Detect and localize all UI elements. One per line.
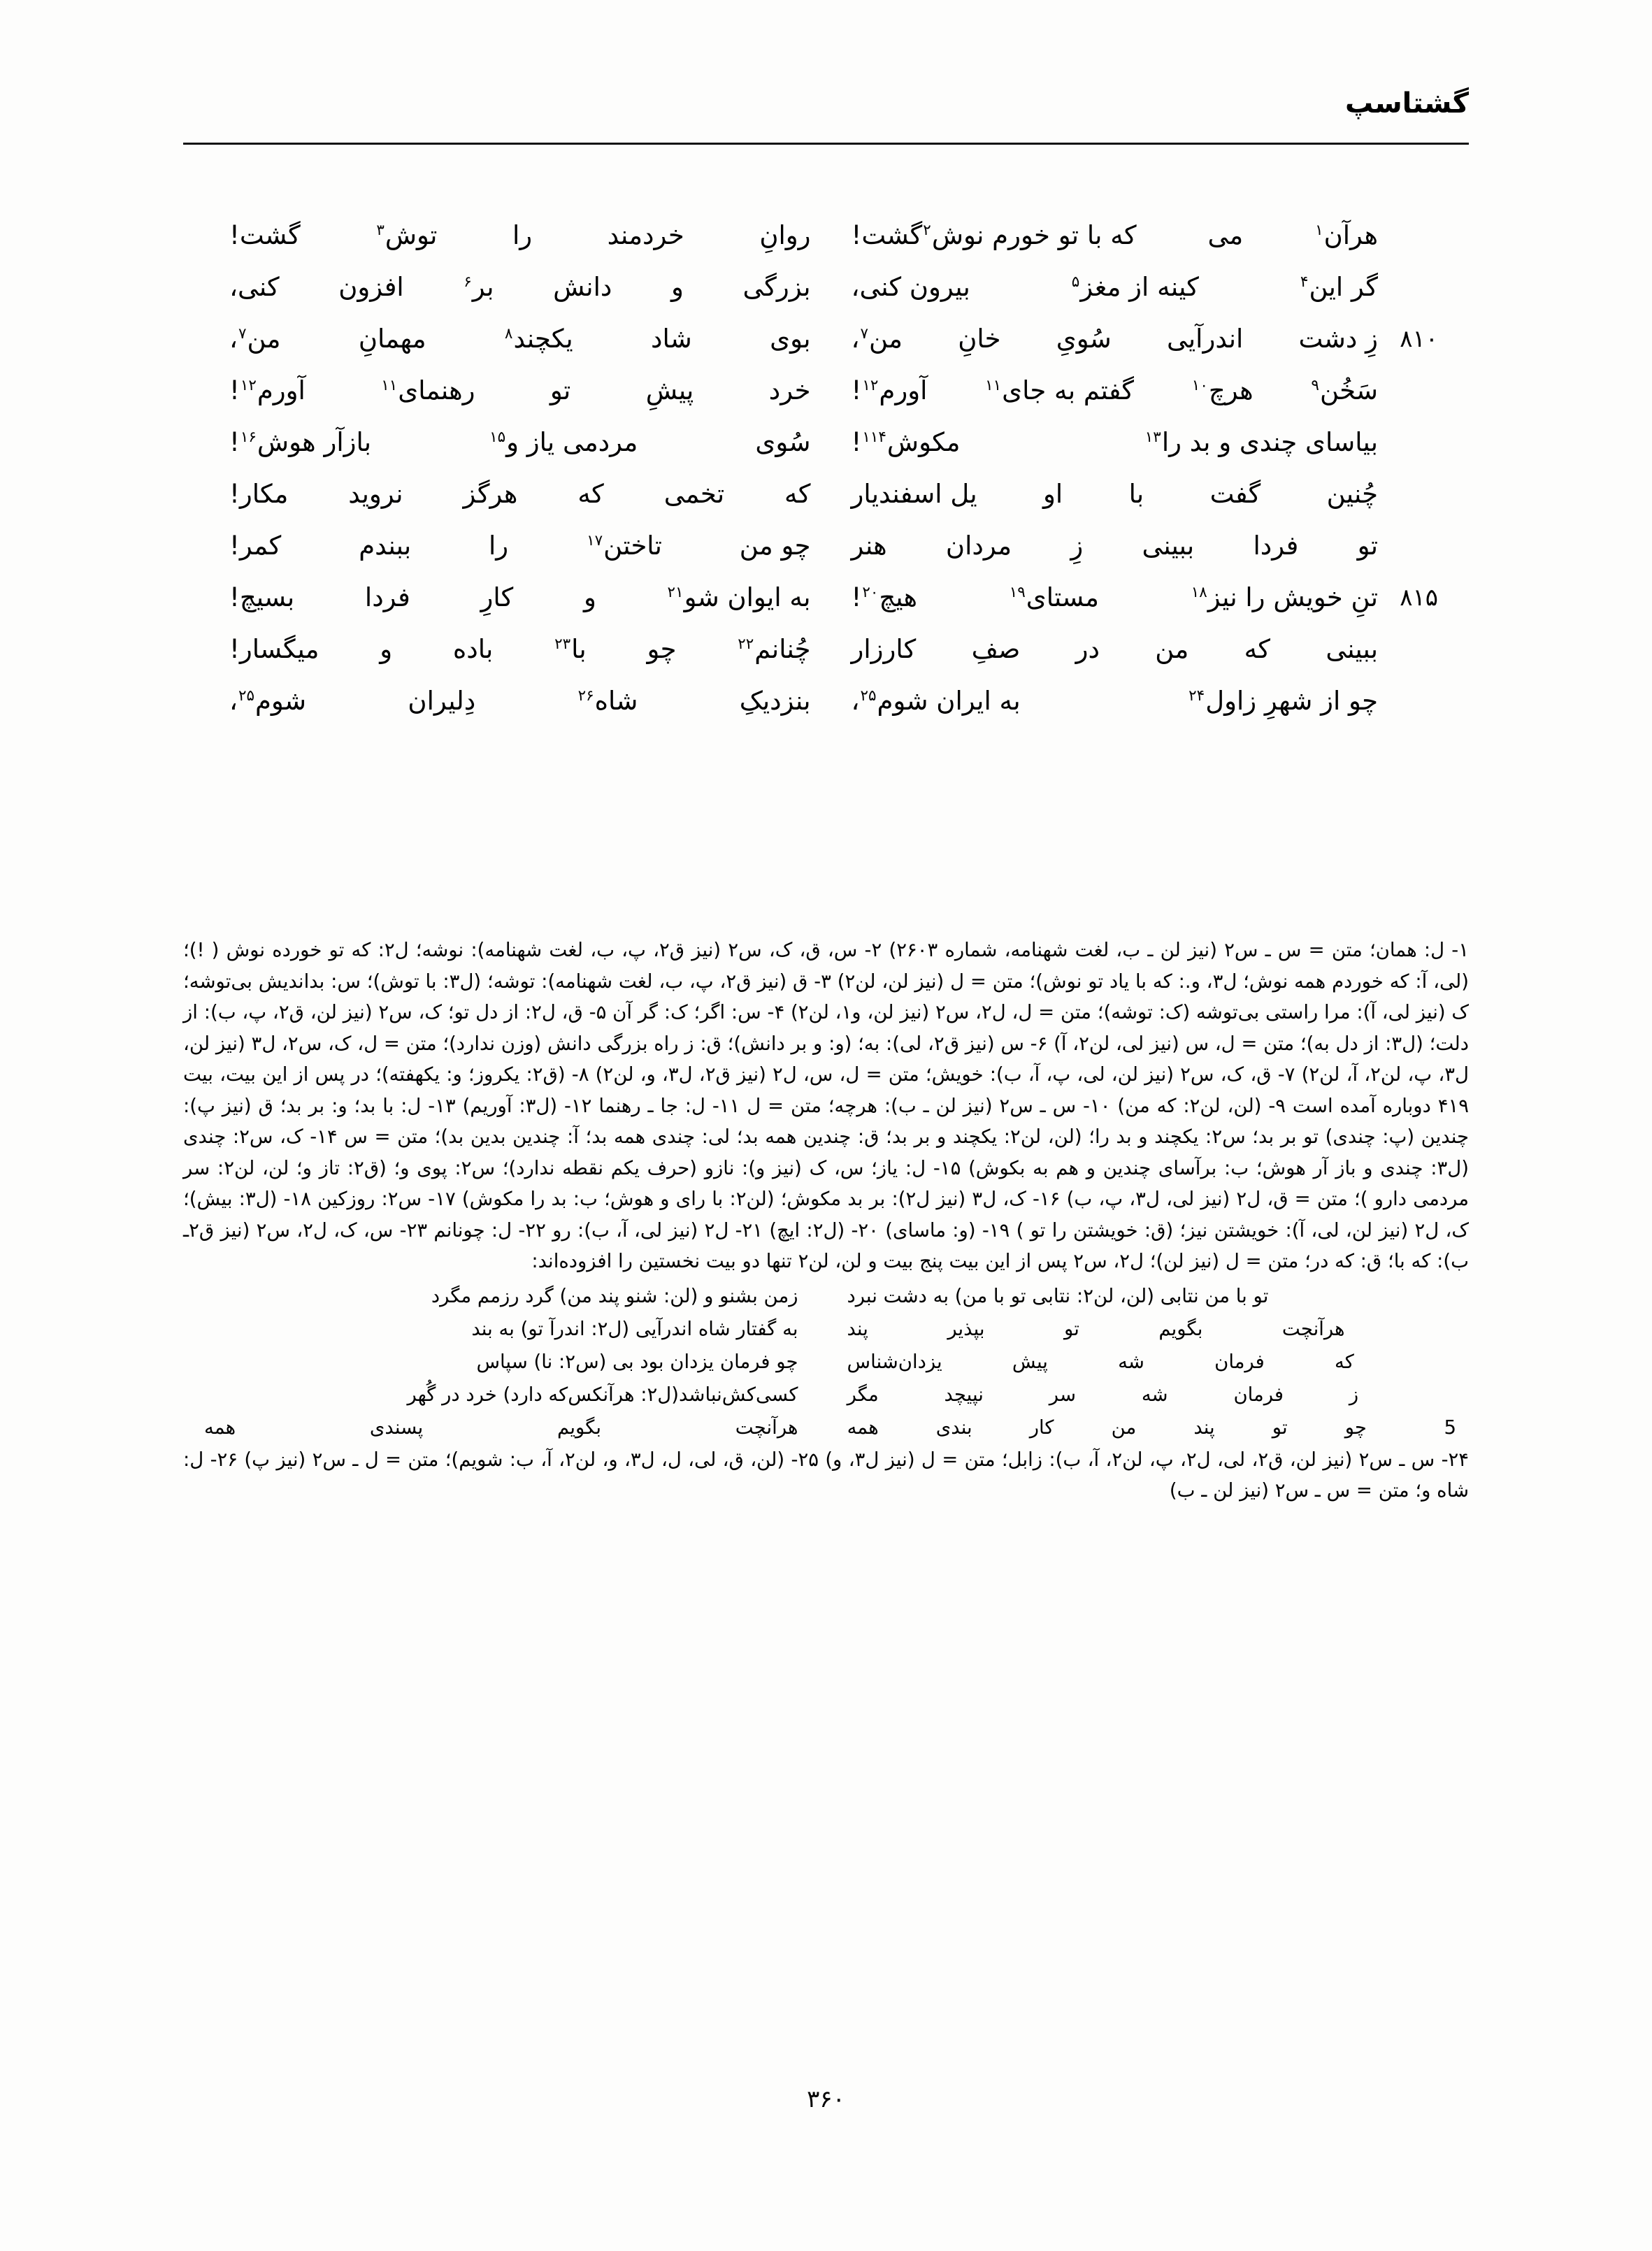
- apparatus-paragraph: ۱- ل: همان؛ متن = س ـ س۲ (نیز لن ـ ب، لغت شهنامه، شماره ۲۶۰۳) ۲- س، ق، ک، س۲ (نیز ق۲، پ، ب، لغت شهنامه): نوشه؛ ل۲: که تو خورده نوش ( !)؛ (لی، آ: که خوردم همه نوش؛ ل۳، و.: که با یاد تو نوش)؛ متن = ل (نیز لن، لن۲) ۳- ق (نیز ق۲، پ، ب، لغت شهنامه): توشه؛ (ل۳: با توش)؛ س: بداندیش بی‌توشه؛ک (نیز لی، آ): مرا راستی بی‌توشه (ک: توشه)؛ متن = ل، ل۲، س۲ (نیز لن، و۱، لن۲) ۴- س: اگر؛ ک: گر آن ۵- ق، ل۲: از دل تو؛ ک، س۲ (نیز لن، ق۲، پ، ب): از دلت؛ (ل۳: از دل به)؛ متن = ل، س (نیز لی، لن۲، آ) ۶- س (نیز ق۲، لی): به؛ (و: و بر دانش)؛ ق: ز راه بزرگی دانش (وزن ندارد)؛ متن = ل، ک، س۲، ل۳ (نیز لن، ل۳، پ، لن۲، آ، لن۲) ۷- ق، ک، س۲ (نیز لن، لی، پ، آ، ب): خویش؛ متن = ل، س، ل۲ (نیز ق۲، ل۳، و، لن۲) ۸- (ق۲: یکروز؛ و: یکهفته)؛ در پس از این بیت، بیت ۴۱۹ دوباره آمده است ۹- (لن، لن۲: که من) ۱۰- س ـ س۲ (نیز لن ـ ب): هرچه؛ متن = ل ۱۱- ل: جا ـ رهنما ۱۲- (ل۳: آوریم) ۱۳- ل: با بد؛ و: بر بد؛ ق (نیز پ): چندین (پ: چندی) تو بر بد؛ س۲: یکچند و بد را؛ (لن، لن۲: یکچند و بر بد؛ ق: چندین همه بد؛ لی: چندی همه بد؛ آ: چندین بدین بد)؛ متن = س ۱۴- ک، س۲: چندی (ل۳: چندی و باز آر هوش؛ ب: برآسای چندین و هم به بکوش) ۱۵- ل: یاز؛ س، ک (نیز و): نازو (حرف یکم نقطه ندارد)؛ س۲: پوی و؛ (ق۲: تاز و؛ لن، لن۲: سر مردمی دارو )؛ متن = ق، ل۲ (نیز لی، ل۳، پ، ب) ۱۶- ک، ل۳ (نیز ل۲): بر بد مکوش؛ (لن۲: با رای و هوش؛ ب: بد را مکوش) ۱۷- س۲: روزکین ۱۸- (ل۳: بیش)؛ک، ل۲ (نیز لن، لی، آ): خویشتن نیز؛ (ق: خویشتن را تو ) ۱۹- (و: ماسای) ۲۰- (ل۲: ایچ) ۲۱- ل۲ (نیز لی، آ، ب): رو ۲۲- ل: چونانم ۲۳- س، ک، ل۲، س۲ (نیز ق۲ـ ب): که با؛ ق: که در؛ متن = ل (نیز لن)؛ ل۲، س۲ پس از این بیت پنج بیت و لن، لن۲ تنها دو بیت نخستین را افزوده‌اند:: [183, 939, 1470, 1272]
- hemistich-right: [826, 365, 1443, 417]
- word: یل اسفندیار: [851, 479, 977, 509]
- word: گر این$^۴$: [1300, 272, 1378, 302]
- footnote-marker: ۲۶: [577, 686, 594, 705]
- word: او: [1043, 479, 1063, 509]
- footnote-marker: ۲۰: [862, 583, 879, 601]
- variant-verse-line: [183, 1346, 1469, 1379]
- footnote-marker: ۶: [464, 273, 472, 291]
- apparatus-paragraph: ۲۴- س ـ س۲ (نیز لن، ق۲، لی، ل۲، پ، لن۲، آ، ب): زابل؛ متن = ل (نیز ل۳، و) ۲۵- (لن، ق، لی، ل، ل۳، و، لن۲، آ، ب: شویم)؛ متن = ل ـ س۲ (نیز پ) ۲۶- ل: شاه و؛ متن = س ـ س۲ (نیز لن ـ ب): [183, 1448, 1470, 1502]
- word: آورم$^{۱۲}$!: [229, 375, 306, 405]
- footnote-marker: ۲۴: [1188, 686, 1205, 705]
- word: شوم$^{۲۵}$،: [229, 686, 307, 716]
- word: توش$^۳$: [376, 220, 438, 250]
- word: تاختن$^{۱۷}$: [587, 531, 662, 561]
- variant-text: پیش: [1012, 1350, 1048, 1373]
- hemistich-right: [826, 210, 1443, 261]
- hemistich-right: [826, 261, 1443, 313]
- verse-number: ۸۱۵: [1400, 584, 1438, 612]
- variant-verse-number: 5: [1444, 1416, 1456, 1439]
- verse-line: [210, 624, 1442, 675]
- footnote-marker: ۴: [1300, 273, 1309, 291]
- verse-line: [210, 572, 1442, 624]
- word: چُنین: [1326, 479, 1378, 509]
- variant-verse-line: [183, 1280, 1469, 1313]
- verse-line: [210, 417, 1442, 468]
- footnote-marker: ۱۳: [1144, 428, 1161, 446]
- word: کینه از مغز$^۵$: [1071, 272, 1199, 302]
- word: کارزار: [851, 634, 917, 664]
- word: بر$^۶$: [464, 272, 494, 302]
- word: بازآر هوش$^{۱۶}$!: [229, 427, 372, 457]
- verse-line: [210, 675, 1442, 727]
- critical-apparatus: [183, 935, 1469, 1506]
- word: خانِ: [958, 324, 1001, 354]
- variant-text: هرآنچت: [735, 1416, 798, 1439]
- footnote-marker: ۱۰: [1191, 376, 1208, 394]
- variant-text: نپیچد: [944, 1383, 984, 1406]
- verse-line: [210, 210, 1442, 261]
- word: فردا: [364, 582, 410, 612]
- variant-hemistich-right: [826, 1313, 1470, 1346]
- word: گشت!: [229, 220, 301, 250]
- variant-verse-line: [183, 1411, 1469, 1444]
- word: باده: [452, 634, 494, 664]
- verse-line: [210, 520, 1442, 572]
- variant-text: همه: [847, 1416, 879, 1439]
- hemistich-right: [826, 572, 1443, 624]
- variant-hemistich-right: [826, 1280, 1470, 1313]
- variant-text: من: [1111, 1416, 1137, 1439]
- footnote-marker: ۱۲: [240, 376, 257, 394]
- word: رهنمای$^{۱۱}$: [381, 375, 475, 405]
- variant-verse-line: [183, 1379, 1469, 1411]
- word: روانِ: [759, 220, 811, 250]
- word: من$^۷$،: [229, 324, 281, 354]
- variant-hemistich-left: [183, 1346, 826, 1379]
- footnote-marker: ۷: [860, 324, 868, 343]
- word: میگسار!: [229, 634, 319, 664]
- word: گفت: [1209, 479, 1261, 509]
- word: پیشِ: [645, 375, 694, 405]
- word: فردا: [1253, 531, 1299, 561]
- folio-number: ۳۶۰: [807, 2085, 845, 2113]
- verse-block: [210, 210, 1442, 727]
- variant-text: بندی: [935, 1416, 972, 1439]
- word: که: [577, 479, 604, 509]
- word: به ایوان شو$^{۲۱}$: [667, 582, 811, 612]
- word: که با تو خورم نوش$^۲$گشت!: [851, 220, 1137, 250]
- word: زِ دشت: [1298, 324, 1378, 354]
- verse-line: [210, 313, 1442, 365]
- footnote-marker: ۱: [1315, 221, 1323, 239]
- variant-text: بگویم: [1158, 1317, 1203, 1340]
- variant-hemistich-left: [183, 1313, 826, 1346]
- running-head: [183, 89, 1469, 154]
- word: هنر: [851, 531, 887, 561]
- verse-line: [210, 468, 1442, 520]
- word: دِلیران: [408, 686, 476, 716]
- hemistich-right: [826, 520, 1443, 572]
- footnote-marker: ۲۱: [667, 583, 684, 601]
- word: نروید: [348, 479, 403, 509]
- footnote-marker: ۲: [923, 221, 931, 239]
- word: مهمانِ: [358, 324, 426, 354]
- word: که: [784, 479, 811, 509]
- word: ببینی: [1326, 634, 1378, 664]
- hemistich-right: [826, 313, 1443, 365]
- word: با$^{۲۳}$: [554, 634, 587, 664]
- word: هیچ$^{۲۰}$!: [851, 582, 917, 612]
- footnote-marker: ۲۵: [238, 686, 254, 705]
- variant-text: تو: [1064, 1317, 1079, 1340]
- variant-hemistich-left: [183, 1280, 826, 1313]
- word: تنِ خویش را نیز$^{۱۸}$: [1191, 582, 1378, 612]
- hemistich-left: [210, 468, 826, 520]
- variant-hemistich-right: [826, 1411, 1470, 1444]
- verse-line: [210, 365, 1442, 417]
- hemistich-right: [826, 624, 1443, 675]
- variant-text: که: [1334, 1350, 1354, 1373]
- word: خرد: [768, 375, 811, 405]
- word: گفتم به جای$^{۱۱}$: [985, 375, 1135, 405]
- word: که: [1244, 634, 1271, 664]
- word: با: [1128, 479, 1144, 509]
- footnote-marker: ۱۱: [381, 376, 398, 394]
- word: بسیچ!: [229, 582, 295, 612]
- hemistich-right: [826, 675, 1443, 727]
- word: بنزدیکِ: [739, 686, 811, 716]
- word: می: [1207, 220, 1244, 250]
- hemistich-right: [826, 417, 1443, 468]
- verse-number: ۸۱۰: [1400, 325, 1438, 353]
- variant-text: یزدان‌شناس: [847, 1350, 942, 1373]
- footnote-marker: ۱۸: [1191, 583, 1207, 601]
- variant-text: چو فرمان یزدان بود بی (س۲: نا) سپاس: [476, 1350, 798, 1373]
- variant-text: ز: [1349, 1383, 1359, 1406]
- word: سُوی: [755, 427, 811, 457]
- variant-text: فرمان: [1233, 1383, 1284, 1406]
- word: افزون: [338, 272, 404, 302]
- hemistich-right: [826, 468, 1443, 520]
- variant-text: به گفتار شاه اندرآیی (ل۲: اندرآ تو) به بند: [471, 1317, 798, 1340]
- word: چو از شهرِ زاول$^{۲۴}$: [1188, 686, 1378, 716]
- word: سُویِ: [1056, 324, 1112, 354]
- word: هرچ$^{۱۰}$: [1191, 375, 1254, 405]
- verse-line: [210, 261, 1442, 313]
- word: چُنانم$^{۲۲}$: [738, 634, 811, 664]
- word: زِ: [1070, 531, 1084, 561]
- footnote-marker: ۸: [504, 324, 513, 343]
- variant-text: همه: [204, 1416, 236, 1439]
- variant-hemistich-right: [826, 1379, 1470, 1411]
- footnote-marker: ۱۱۴: [862, 428, 886, 446]
- word: تو: [550, 375, 571, 405]
- word: مستای$^{۱۹}$: [1009, 582, 1099, 612]
- word: را: [512, 220, 533, 250]
- footnote-marker: ۱۷: [587, 531, 603, 549]
- variant-text: تو با من نتابی (لن، لن۲: نتابی تو با من) به دشت نبرد: [847, 1284, 1269, 1307]
- header-divider: [183, 143, 1469, 145]
- word: خردمند: [607, 220, 684, 250]
- word: و: [670, 272, 684, 302]
- word: سَخُن$^۹$: [1311, 375, 1378, 405]
- hemistich-left: [210, 572, 826, 624]
- variant-text: چو: [1344, 1416, 1367, 1439]
- variant-text: سر: [1049, 1383, 1076, 1406]
- footnote-marker: ۷: [238, 324, 247, 343]
- word: بزرگی: [742, 272, 811, 302]
- word: را: [489, 531, 509, 561]
- word: بوی: [770, 324, 811, 354]
- variant-text: شه: [1118, 1350, 1144, 1373]
- variant-text: بگویم: [557, 1416, 602, 1439]
- word: صفِ: [971, 634, 1021, 664]
- word: آورم$^{۱۲}$!: [851, 375, 928, 405]
- footnote-marker: ۳: [376, 221, 385, 239]
- word: مردان: [945, 531, 1012, 561]
- word: و: [583, 582, 596, 612]
- word: شاد: [651, 324, 692, 354]
- variant-text: پند: [847, 1317, 868, 1340]
- word: دانش: [553, 272, 612, 302]
- variant-text: پند: [1193, 1416, 1215, 1439]
- variant-text: تو: [1272, 1416, 1288, 1439]
- word: کنی،: [229, 272, 280, 302]
- word: بیرون کنی،: [851, 272, 970, 302]
- variant-text: زمن بشنو و (لن: شنو پند من) گرد رزمم مگرد: [431, 1284, 798, 1307]
- word: یکچند$^۸$: [504, 324, 573, 354]
- footnote-marker: ۱۱: [985, 376, 1002, 394]
- variant-text: مگر: [847, 1383, 879, 1406]
- footnote-marker: ۵: [1071, 273, 1080, 291]
- variant-verse-line: [183, 1313, 1469, 1346]
- word: من$^۷$،: [851, 324, 903, 354]
- hemistich-left: [210, 313, 826, 365]
- variant-verse-block: [183, 1280, 1469, 1444]
- variant-text: فرمان: [1214, 1350, 1265, 1373]
- word: تخمی: [663, 479, 725, 509]
- variant-text: کار: [1029, 1416, 1054, 1439]
- variant-hemistich-left: [183, 1379, 826, 1411]
- footnote-marker: ۱۵: [489, 428, 506, 446]
- word: بیاسای چندی و بد را$^{۱۳}$: [1144, 427, 1378, 457]
- variant-text: پسندی: [369, 1416, 424, 1439]
- word: مکوش$^{۱۱۴}$!: [851, 427, 961, 457]
- footnote-marker: ۲۵: [860, 686, 877, 705]
- footnote-marker: ۲۲: [738, 635, 754, 653]
- word: شاه$^{۲۶}$: [577, 686, 638, 716]
- footnote-marker: ۲۳: [554, 635, 571, 653]
- word: اندرآیی: [1167, 324, 1244, 354]
- footnote-marker: ۱۶: [240, 428, 257, 446]
- word: چو من: [739, 531, 811, 561]
- hemistich-left: [210, 520, 826, 572]
- word: مکار!: [229, 479, 289, 509]
- hemistich-left: [210, 417, 826, 468]
- word: کمر!: [229, 531, 282, 561]
- footnote-marker: ۱۲: [862, 376, 879, 394]
- variant-hemistich-right: [826, 1346, 1470, 1379]
- word: مردمی یاز و$^{۱۵}$: [489, 427, 638, 457]
- word: ببندم: [359, 531, 412, 561]
- hemistich-left: [210, 210, 826, 261]
- hemistich-left: [210, 624, 826, 675]
- word: چو: [647, 634, 677, 664]
- running-head-title: گشتاسپ: [1345, 87, 1469, 120]
- hemistich-left: [210, 261, 826, 313]
- variant-hemistich-left: [183, 1411, 826, 1444]
- word: من: [1155, 634, 1189, 664]
- word: و: [380, 634, 393, 664]
- variant-text: بپذیر: [947, 1317, 985, 1340]
- word: در: [1075, 634, 1100, 664]
- footnote-marker: ۹: [1311, 376, 1319, 394]
- word: هرآن$^۱$: [1315, 220, 1378, 250]
- footnote-marker: ۱۹: [1009, 583, 1026, 601]
- word: ببینی: [1142, 531, 1195, 561]
- word: کارِ: [480, 582, 514, 612]
- hemistich-left: [210, 675, 826, 727]
- variant-text: هرآنچت: [1281, 1317, 1345, 1340]
- variant-text: کسی‌کش‌نباشد(ل۲: هرآنکس‌که دارد) خرد در گُهر: [407, 1383, 798, 1406]
- word: تو: [1357, 531, 1378, 561]
- word: هرگز: [463, 479, 518, 509]
- variant-text: شه: [1141, 1383, 1168, 1406]
- hemistich-left: [210, 365, 826, 417]
- word: به ایران شوم$^{۲۵}$،: [851, 686, 1021, 716]
